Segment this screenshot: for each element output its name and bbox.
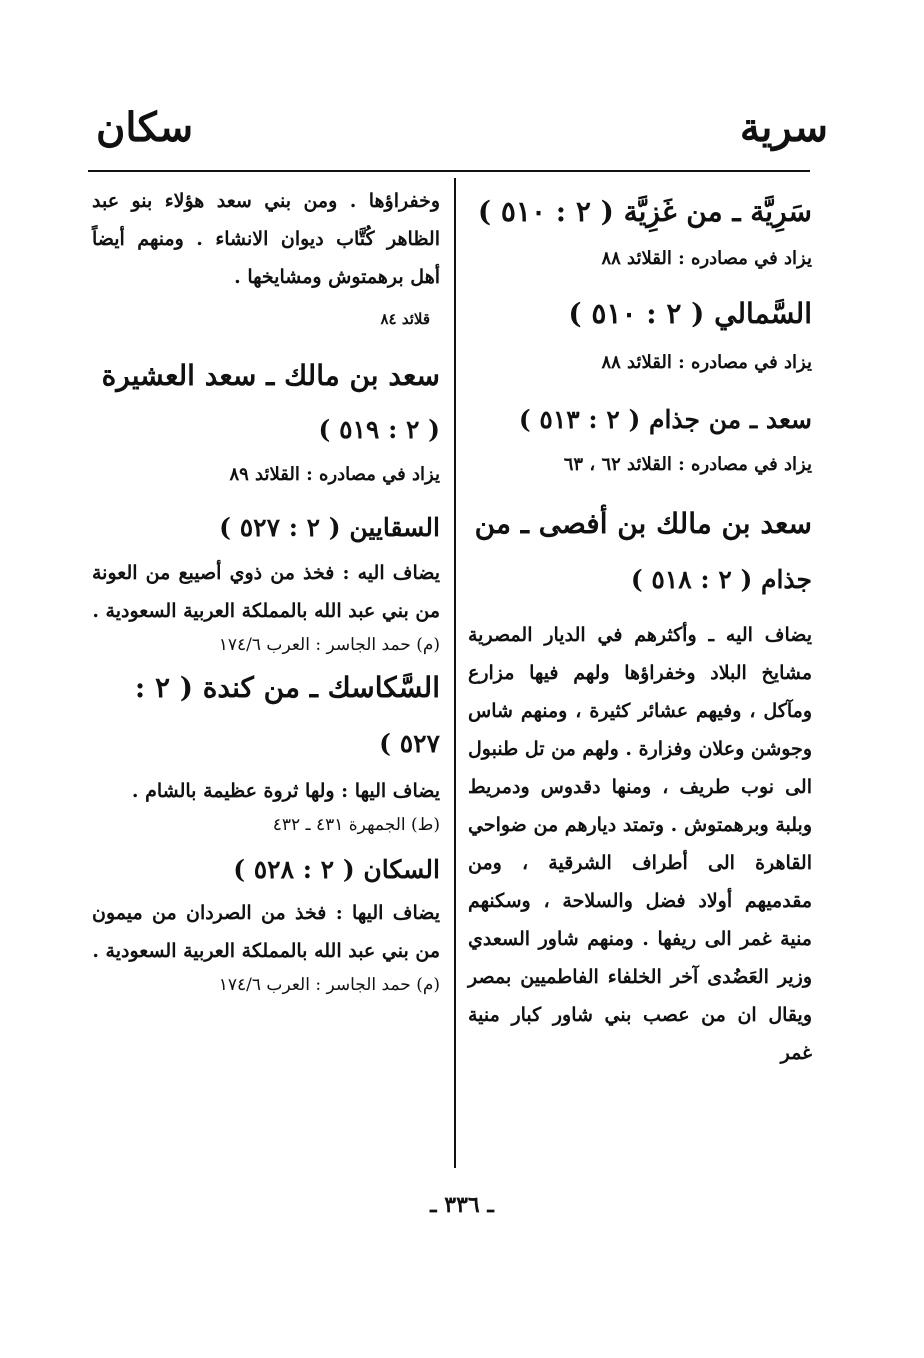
entry-title: السقايين ( ٢ : ٥٢٧ ) xyxy=(219,513,440,542)
entry-body: وخفراؤها . ومن بني سعد هؤلاء بنو عبد الظاهر كُتَّاب ديوان الانشاء . ومنهم أيضاً أهل برهمتوش ومشايخها . xyxy=(92,190,440,288)
entry-title: سعد بن مالك ـ سعد العشيرة xyxy=(101,359,440,392)
entry-source: يزاد في مصادره : القلائد ٨٩ xyxy=(229,464,440,485)
entry-title: السكان ( ٢ : ٥٢٨ ) xyxy=(233,855,440,884)
column-divider xyxy=(454,178,456,1168)
entry-title: السَّمالي ( ٢ : ٥١٠ ) xyxy=(568,297,812,330)
running-head-right: سرية xyxy=(739,104,828,151)
entry-title: سَرِيَّة ـ من غَزِيَّة ( ٢ : ٥١٠ ) xyxy=(477,195,812,228)
entry-source: يزاد في مصادره : القلائد ٦٢ ، ٦٣ xyxy=(563,454,812,475)
entry-reference: (م) حمد الجاسر : العرب ١٧٤/٦ xyxy=(218,635,440,655)
entry-title: سعد بن مالك بن أفصى ـ من xyxy=(474,507,812,540)
left-column xyxy=(92,180,440,1000)
entry-title-continued: ٥٢٧ ) xyxy=(379,729,440,758)
entry-title-continued: ( ٢ : ٥١٩ ) xyxy=(318,415,440,444)
entry-source: يزاد في مصادره : القلائد ٨٨ xyxy=(601,352,812,373)
entry-body: يضاف اليها : ولها ثروة عظيمة بالشام . xyxy=(131,780,440,802)
running-head-left: سكان xyxy=(96,104,194,151)
right-column xyxy=(468,180,812,1072)
entry-body: يضاف اليه ـ وأكثرهم في الديار المصرية مشايخ البلاد وخفراؤها ولهم فيها مزارع ومآكل ، وفيهم عشائر كثيرة ، ومنهم شاس وجوشن وعلان وفزارة . ولهم من تل طنبول الى نوب طريف ، ومنها دقدوس ودمريط وبلبة وبرهمتوش . وتمتد ديارهم من ضواحي القاهرة الى أطراف الشرقية ، ومن مقدميهم أولاد فضل والسلاحة ، وسكنهم منية غمر الى ريفها . ومنهم شاور السعدي وزير العَضُدى آخر الخلفاء الفاطميين بمصر ويقال ان من عصب بني شاور كبار منية غمر xyxy=(468,624,812,1064)
entry-reference: قلائد ٨٤ xyxy=(380,310,430,328)
entry-reference: (ط) الجمهرة ٤٣١ ـ ٤٣٢ xyxy=(272,815,440,835)
entry-source: يزاد في مصادره : القلائد ٨٨ xyxy=(601,248,812,269)
entry-reference: (م) حمد الجاسر : العرب ١٧٤/٦ xyxy=(218,975,440,995)
entry-title-continued: جذام ( ٢ : ٥١٨ ) xyxy=(630,565,812,594)
page-number: ـ ٣٣٦ ـ xyxy=(430,1192,494,1218)
entry-body: يضاف اليه : فخذ من ذوي أصيبع من العونة من بني عبد الله بالمملكة العربية السعودية . xyxy=(92,562,440,622)
entry-title: السَّكاسك ـ من كندة ( ٢ : xyxy=(134,671,440,704)
entry-body: يضاف اليها : فخذ من الصردان من ميمون من بني عبد الله بالمملكة العربية السعودية . xyxy=(92,902,440,962)
header-rule xyxy=(88,170,810,172)
entry-title: سعد ـ من جذام ( ٢ : ٥١٣ ) xyxy=(518,405,812,434)
